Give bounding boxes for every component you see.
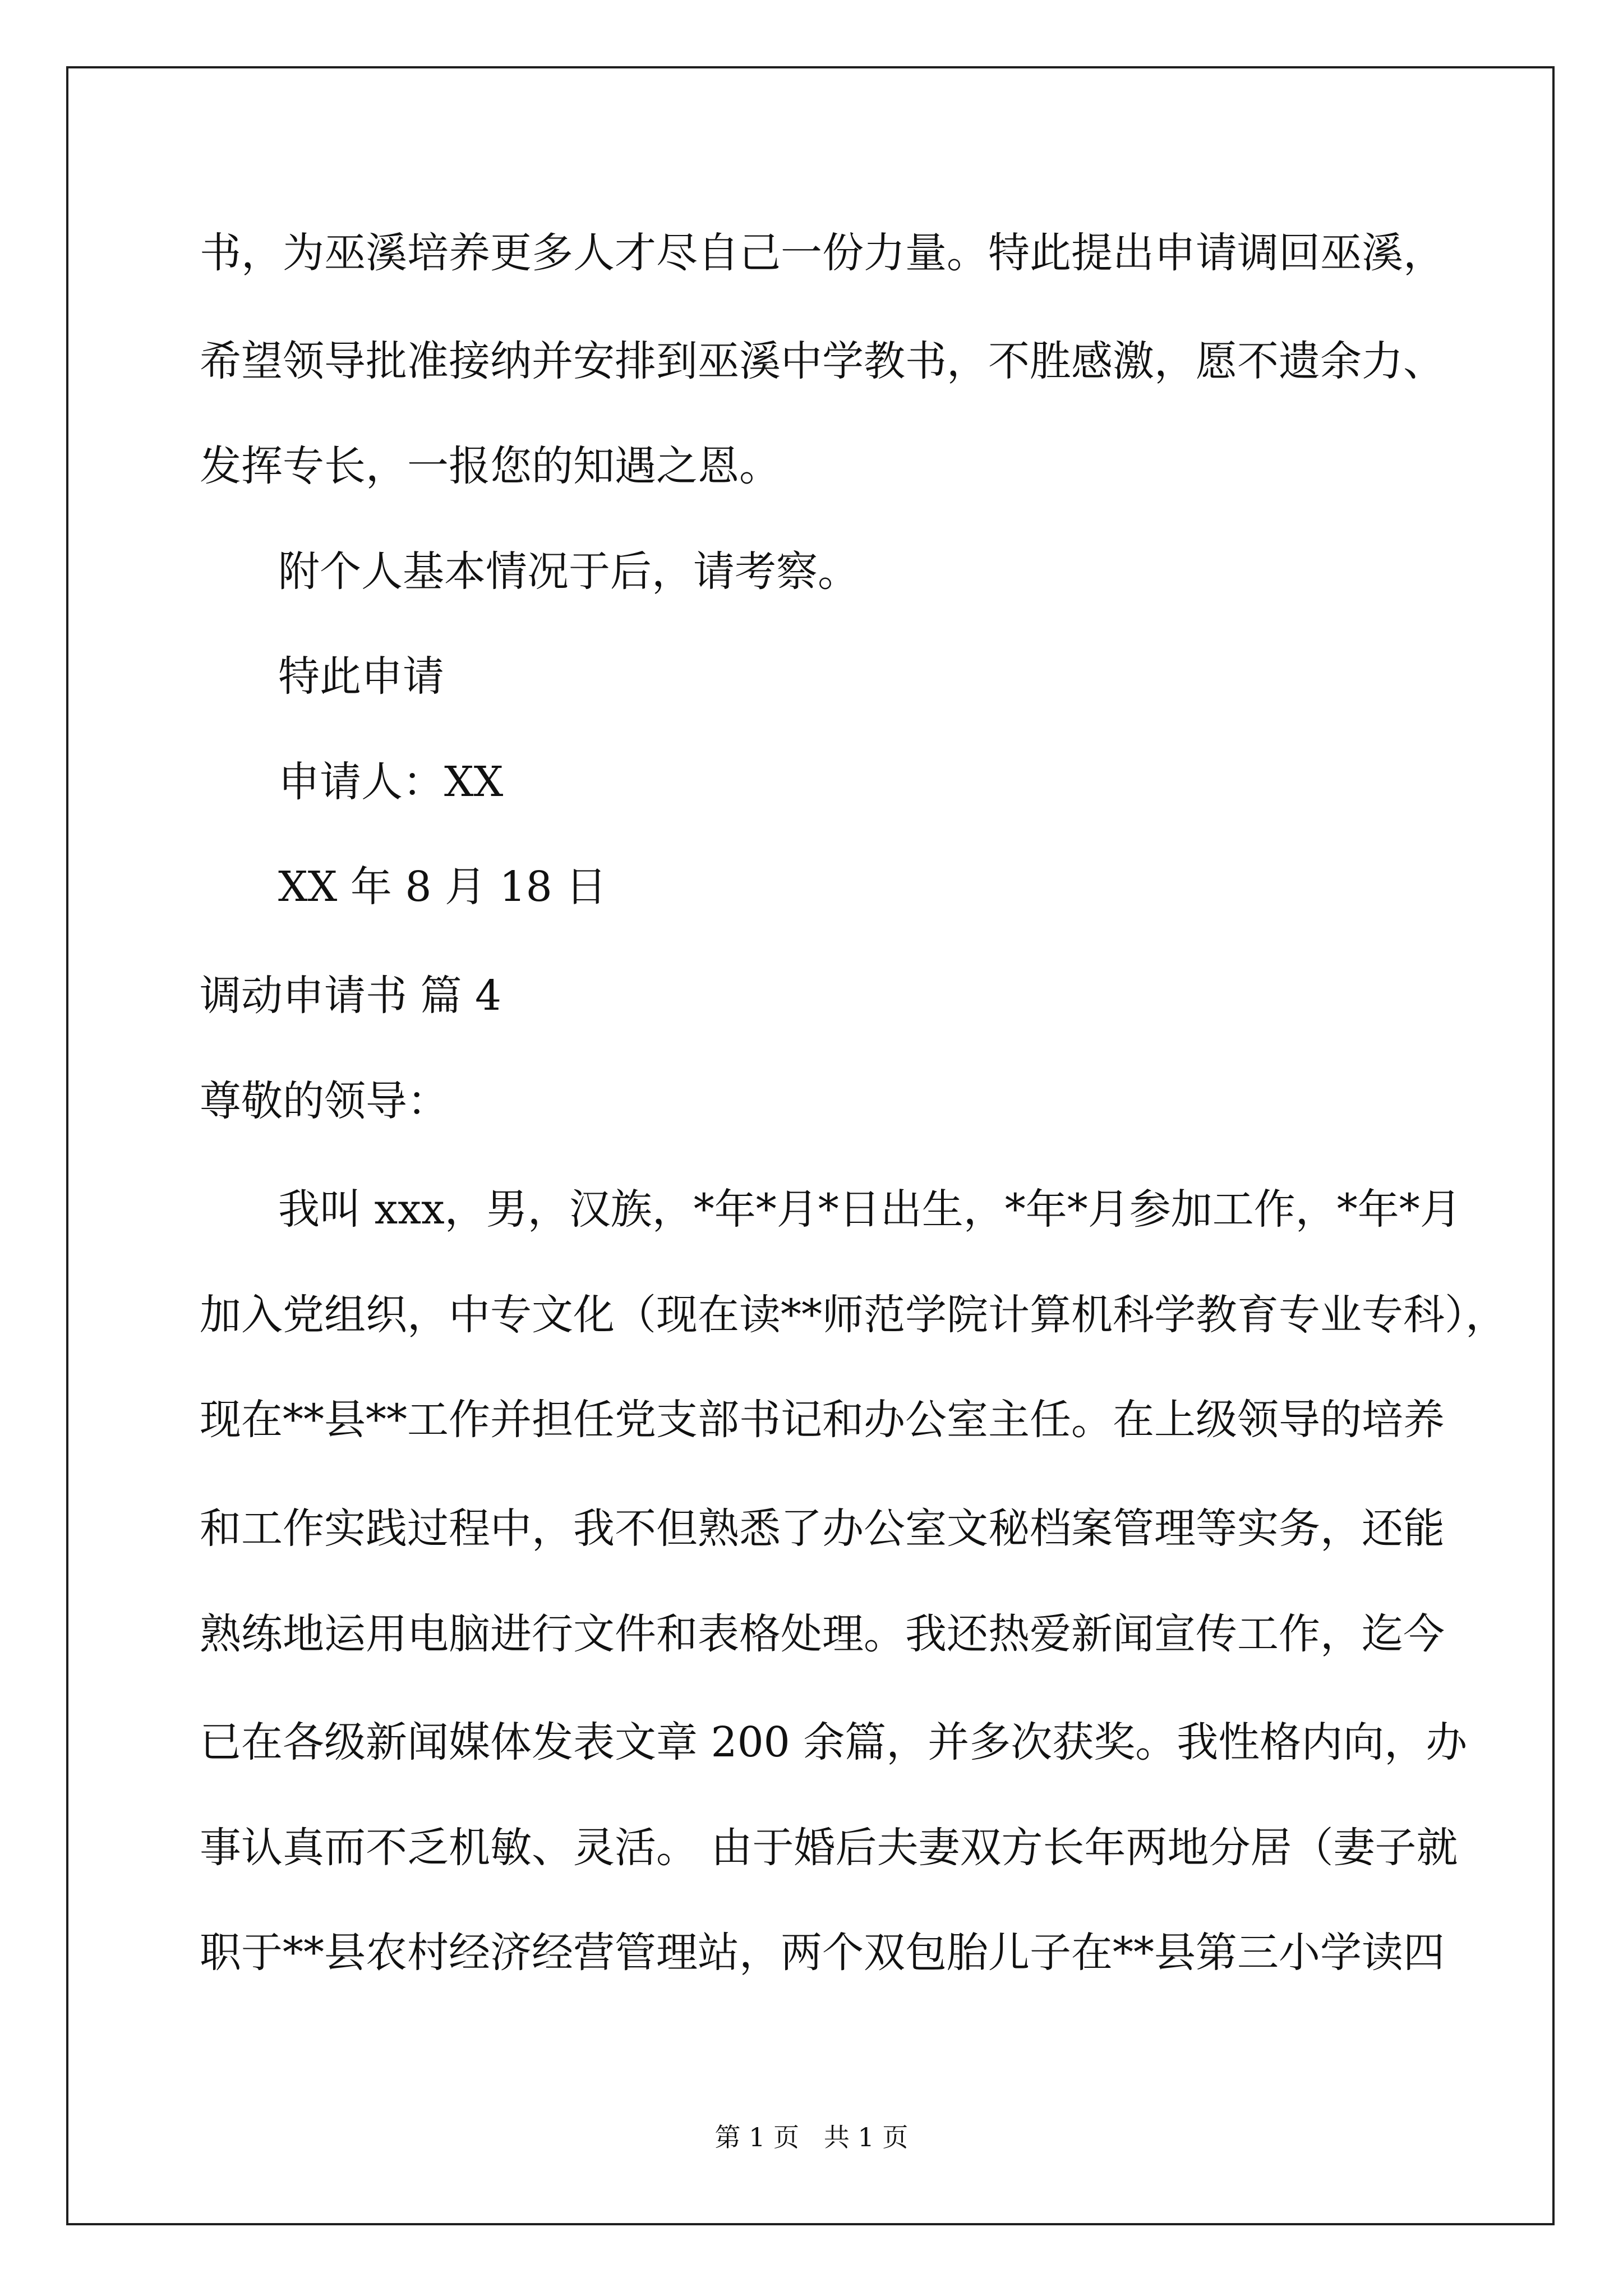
body-line-5: 特此申请 [278,652,444,701]
signature-line: 申请人：XX [278,758,504,806]
body-line-16: 事认真而不乏机敏、灵活。 由于婚后夫妻双方长年两地分居（妻子就 [200,1824,1458,1872]
body-line-10: 我叫 xxx，男，汉族，*年*月*日出生，*年*月参加工作，*年*月 [278,1185,1461,1234]
body-line-12: 现在**县**工作并担任党支部书记和办公室主任。在上级领导的培养 [200,1396,1445,1444]
body-line-4: 附个人基本情况于后，请考察。 [278,547,859,596]
body-line-1: 书，为巫溪培养更多人才尽自己一份力量。特此提出申请调回巫溪， [200,229,1445,277]
page-border [66,66,1555,2225]
salutation: 尊敬的领导： [200,1077,449,1125]
body-line-14: 熟练地运用电脑进行文件和表格处理。我还热爱新闻宣传工作，迄今 [200,1610,1445,1658]
body-line-15: 已在各级新闻媒体发表文章 200 余篇，并多次获奖。我性格内向，办 [200,1718,1468,1766]
body-line-11: 加入党组织，中专文化（现在读**师范学院计算机科学教育专业专科）， [200,1291,1507,1339]
page-footer: 第 1 页 共 1 页 [714,2122,909,2152]
body-line-13: 和工作实践过程中，我不但熟悉了办公室文秘档案管理等实务，还能 [200,1504,1445,1553]
body-line-2: 希望领导批准接纳并安排到巫溪中学教书，不胜感激，愿不遗余力、 [200,337,1445,385]
section-heading: 调动申请书 篇 4 [200,972,502,1020]
body-line-17: 职于**县农村经济经营管理站，两个双包胎儿子在**县第三小学读四 [200,1929,1445,1977]
date-line: XX 年 8 月 18 日 [278,863,607,911]
body-line-3: 发挥专长，一报您的知遇之恩。 [200,442,781,490]
